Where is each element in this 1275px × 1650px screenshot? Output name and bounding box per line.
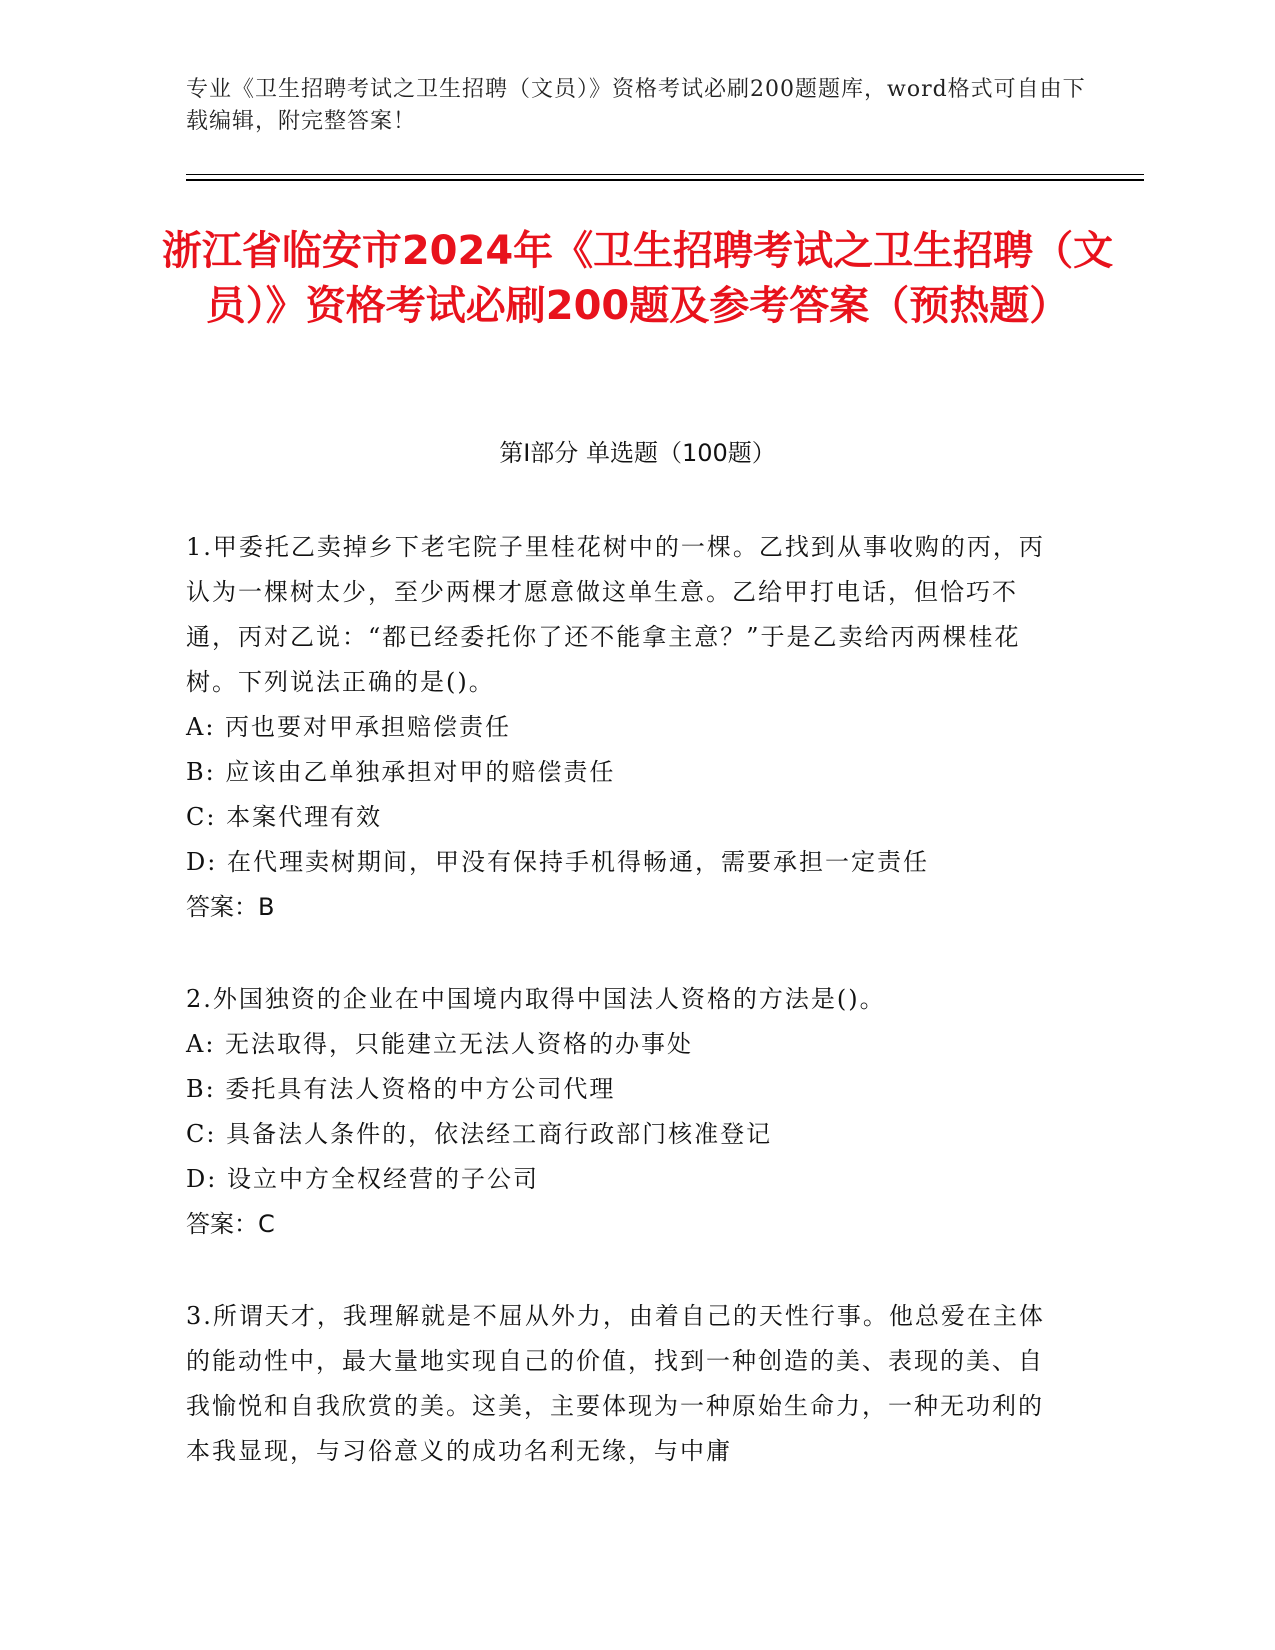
- header-divider-thick: [186, 179, 1144, 181]
- question-stem: 1.甲委托乙卖掉乡下老宅院子里桂花树中的一棵。乙找到从事收购的丙，丙认为一棵树太少，至少两棵才愿意做这单生意。乙给甲打电话，但恰巧不通，丙对乙说：“都已经委托你了还不能拿主意？”于是乙卖给丙两棵桂花树。下列说法正确的是()。: [186, 533, 1045, 696]
- question-1: [186, 525, 1058, 930]
- option-b: B: 委托具有法人资格的中方公司代理: [186, 1075, 616, 1103]
- question-list: [186, 525, 1058, 1521]
- option-a: A: 无法取得，只能建立无法人资格的办事处: [186, 1030, 694, 1058]
- header-divider-thin: [186, 174, 1144, 175]
- option-c: C: 本案代理有效: [186, 803, 383, 831]
- header-note: 专业《卫生招聘考试之卫生招聘（文员）》资格考试必刷200题题库，word格式可自由下载编辑，附完整答案！: [186, 77, 1086, 134]
- option-b: B: 应该由乙单独承担对甲的赔偿责任: [186, 758, 616, 786]
- section-title: 第Ⅰ部分 单选题（100题）: [499, 439, 776, 467]
- option-d: D: 设立中方全权经营的子公司: [186, 1165, 539, 1193]
- answer: 答案：C: [186, 1210, 275, 1238]
- question-stem: 2.外国独资的企业在中国境内取得中国法人资格的方法是()。: [186, 985, 886, 1013]
- document-title: 浙江省临安市2024年《卫生招聘考试之卫生招聘（文员）》资格考试必刷200题及参考答案（预热题）: [161, 228, 1114, 329]
- question-3: [186, 1294, 1058, 1474]
- option-c: C: 具备法人条件的，依法经工商行政部门核准登记: [186, 1120, 773, 1148]
- question-stem: 3.所谓天才，我理解就是不屈从外力，由着自己的天性行事。他总爱在主体的能动性中，最大量地实现自己的价值，找到一种创造的美、表现的美、自我愉悦和自我欣赏的美。这美，主要体现为一种原始生命力，一种无功利的本我显现，与习俗意义的成功名利无缘，与中庸: [186, 1302, 1045, 1465]
- answer: 答案：B: [186, 893, 275, 921]
- option-a: A: 丙也要对甲承担赔偿责任: [186, 713, 512, 741]
- question-2: [186, 977, 1058, 1247]
- option-d: D: 在代理卖树期间，甲没有保持手机得畅通，需要承担一定责任: [186, 848, 929, 876]
